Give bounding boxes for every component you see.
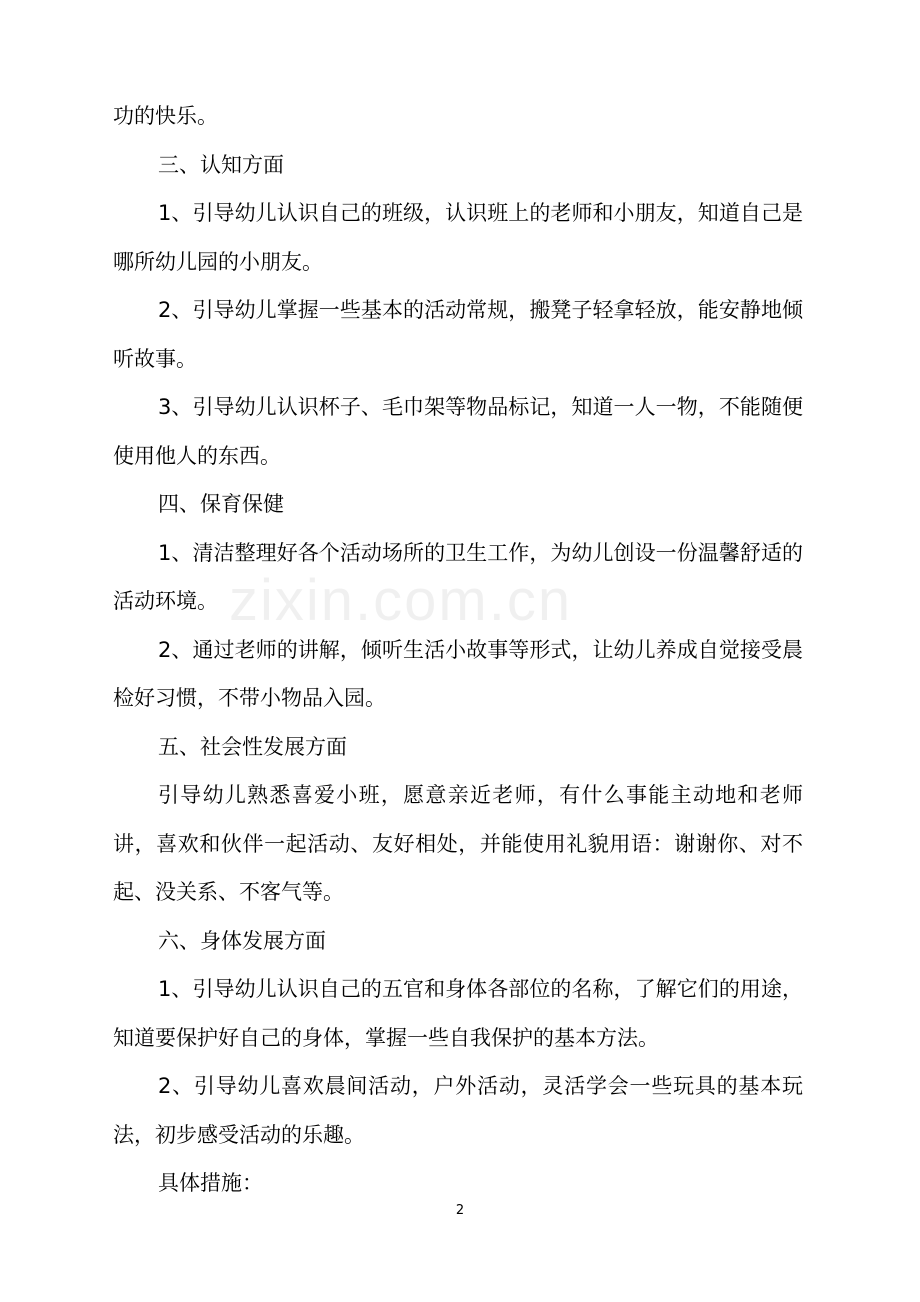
- paragraph-cognition-2: 2、引导幼儿掌握一些基本的活动常规，搬凳子轻拿轻放，能安静地倾听故事。: [113, 298, 803, 371]
- paragraph-social: 引导幼儿熟悉喜爱小班，愿意亲近老师，有什么事能主动地和老师讲，喜欢和伙伴一起活动、友好相处，并能使用礼貌用语：谢谢你、对不起、没关系、不客气等。: [113, 783, 803, 904]
- section-heading-social: 五、社会性发展方面: [158, 734, 347, 759]
- paragraph-health-care-1: 1、清洁整理好各个活动场所的卫生工作，为幼儿创设一份温馨舒适的活动环境。: [113, 540, 803, 613]
- paragraph-physical-2: 2、引导幼儿喜欢晨间活动，户外活动，灵活学会一些玩具的基本玩法，初步感受活动的乐趣。: [113, 1074, 803, 1147]
- section-heading-measures: 具体措施：: [158, 1171, 263, 1195]
- paragraph-continuation: 功的快乐。: [113, 104, 218, 128]
- paragraph-cognition-1: 1、引导幼儿认识自己的班级，认识班上的老师和小朋友，知道自己是哪所幼儿园的小朋友。: [113, 201, 803, 274]
- document-body: [113, 92, 803, 1208]
- page-number: 2: [455, 1203, 465, 1218]
- section-heading-cognition: 三、认知方面: [158, 152, 284, 177]
- section-heading-physical: 六、身体发展方面: [158, 928, 326, 953]
- paragraph-health-care-2: 2、通过老师的讲解，倾听生活小故事等形式，让幼儿养成自觉接受晨检好习惯，不带小物品入园。: [113, 637, 803, 710]
- section-heading-health-care: 四、保育保健: [158, 492, 284, 516]
- watermark: zixin.com.cn: [229, 568, 573, 633]
- paragraph-cognition-3: 3、引导幼儿认识杯子、毛巾架等物品标记，知道一人一物，不能随便使用他人的东西。: [113, 395, 803, 468]
- paragraph-physical-1: 1、引导幼儿认识自己的五官和身体各部位的名称，了解它们的用途，知道要保护好自己的身体，掌握一些自我保护的基本方法。: [113, 977, 803, 1050]
